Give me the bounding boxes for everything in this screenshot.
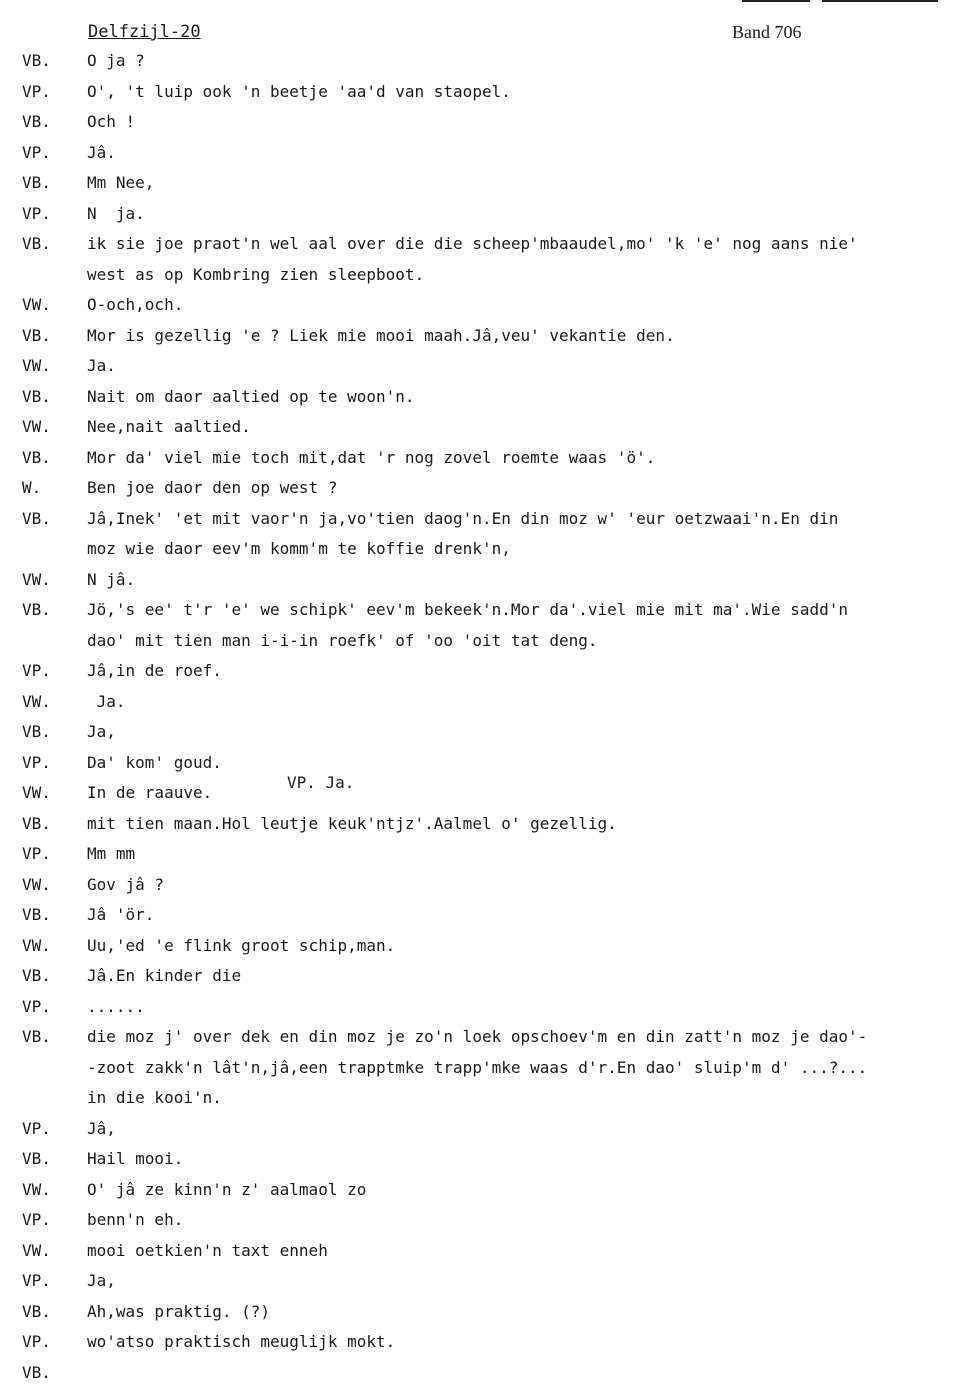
transcript <box>0 46 973 1388</box>
speaker-label: VP. <box>22 203 51 223</box>
transcript-row <box>0 565 973 596</box>
transcript-row <box>0 717 973 748</box>
utterance-line: Ja, <box>87 1271 116 1290</box>
utterance-line: Gov jâ ? <box>87 874 165 894</box>
utterance-line: moz wie daor eev'm komm'm te koffie drenk'n, <box>87 539 511 558</box>
transcript-row <box>0 687 973 718</box>
utterance-line: Mor is gezellig 'e ? Liek mie mooi maah.Jâ,veu' vekantie den. <box>87 325 675 345</box>
speaker-label: VP. <box>22 844 51 863</box>
transcript-row <box>0 1175 973 1206</box>
speaker-label: VB. <box>22 386 51 406</box>
utterance-line: Hail mooi. <box>87 1149 184 1168</box>
utterance-line: O ja ? <box>87 51 145 70</box>
transcript-row <box>0 504 973 565</box>
transcript-row <box>0 1327 973 1358</box>
speaker-label: VB. <box>22 447 51 467</box>
transcript-row <box>0 870 973 901</box>
transcript-row <box>0 900 973 931</box>
utterance-line: O-och,och. <box>87 295 184 314</box>
utterance-line: O', 't luip ook 'n beetje 'aa'd van staopel. <box>87 81 511 101</box>
speaker-label: VW. <box>22 569 51 589</box>
utterance-line: Ah,was praktig. (?) <box>87 1301 271 1321</box>
speaker-label: VW. <box>22 295 51 314</box>
utterance-line: Jâ, <box>87 1118 116 1138</box>
speaker-label: VB. <box>22 1149 51 1168</box>
utterance-line: Uu,'ed 'e flink groot schip,man. <box>87 935 396 955</box>
utterance-line: -zoot zakk'n lât'n,jâ,een trapptmke trapp'mke waas d'r.En dao' sluip'm d' ...?... <box>87 1057 868 1077</box>
utterance-line: Ja. <box>87 356 116 375</box>
utterance-line <box>87 1358 947 1389</box>
transcript-row <box>0 961 973 992</box>
utterance-line: ik sie joe praot'n wel aal over die die scheep'mbaaudel,mo' 'k 'e' nog aans nie' <box>87 234 858 253</box>
utterance-line: benn'n eh. <box>87 1210 184 1229</box>
transcript-row <box>0 1205 973 1236</box>
utterance-line: In de raauve. <box>87 783 213 802</box>
utterance-line: O' jâ ze kinn'n z' aalmaol zo <box>87 1179 367 1199</box>
speaker-label: VB. <box>22 600 51 619</box>
speaker-label: VB. <box>22 51 51 70</box>
transcript-row <box>0 1358 973 1389</box>
band-number: Band 706 <box>732 22 802 42</box>
transcript-row <box>0 656 973 687</box>
utterance-line: Mm Nee, <box>87 173 155 192</box>
speaker-label: VB. <box>22 1362 51 1382</box>
aside-interjection: VP. Ja. <box>287 773 355 792</box>
utterance-line: Jâ 'ör. <box>87 905 155 924</box>
utterance-line: mit tien maan.Hol leutje keuk'ntjz'.Aalmel o' gezellig. <box>87 813 617 833</box>
utterance-line: Mor da' viel mie toch mit,dat 'r nog zovel roemte waas 'ö'. <box>87 447 656 467</box>
transcript-row <box>0 1144 973 1175</box>
speaker-label: VB. <box>22 1301 51 1321</box>
transcript-row <box>0 1266 973 1297</box>
transcript-row <box>0 46 973 77</box>
speaker-label: VB. <box>22 112 51 131</box>
utterance-line: Och ! <box>87 112 136 131</box>
utterance-line: wo'atso praktisch meuglijk mokt. <box>87 1332 396 1351</box>
speaker-label: VW. <box>22 783 51 802</box>
transcript-row <box>0 138 973 169</box>
transcript-row <box>0 321 973 352</box>
transcript-row <box>0 1236 973 1267</box>
speaker-label: VB. <box>22 966 51 985</box>
transcript-row <box>0 473 973 504</box>
speaker-label: VB. <box>22 325 51 345</box>
transcript-row <box>0 748 973 779</box>
speaker-label: VB. <box>22 905 51 924</box>
utterance-line: Ja. <box>87 691 126 711</box>
utterance-line: in die kooi'n. <box>87 1088 222 1107</box>
transcript-row <box>0 1022 973 1114</box>
transcript-row <box>0 168 973 199</box>
speaker-label: VB. <box>22 813 51 833</box>
speaker-label: VW. <box>22 691 51 711</box>
transcript-row <box>0 382 973 413</box>
transcript-row <box>0 229 973 290</box>
document-title: Delfzijl-20 <box>88 22 201 42</box>
transcript-row <box>0 443 973 474</box>
speaker-label: VB. <box>22 1027 51 1046</box>
speaker-label: VP. <box>22 661 51 680</box>
speaker-label: VW. <box>22 935 51 955</box>
speaker-label: VW. <box>22 356 51 375</box>
utterance-line: west as op Kombring zien sleepboot. <box>87 264 425 284</box>
speaker-label: VP. <box>22 1118 51 1138</box>
top-rule-left <box>742 0 810 2</box>
transcript-row <box>0 1297 973 1328</box>
utterance-line: Nait om daor aaltied op te woon'n. <box>87 386 415 406</box>
utterance-line: Da' kom' goud. <box>87 752 222 772</box>
transcript-row <box>0 412 973 443</box>
speaker-label: VP. <box>22 142 51 162</box>
utterance-line: dao' mit tien man i-i-in roefk' of 'oo 'oit tat deng. <box>87 630 598 650</box>
transcript-row <box>0 107 973 138</box>
speaker-label: VB. <box>22 234 51 253</box>
speaker-label: VP. <box>22 1332 51 1351</box>
transcript-row <box>0 839 973 870</box>
transcript-row <box>0 595 973 656</box>
speaker-label: VB. <box>22 508 51 528</box>
speaker-label: VW. <box>22 1240 51 1260</box>
speaker-label: VP. <box>22 752 51 772</box>
top-rule-right <box>822 0 938 2</box>
utterance-line: mooi oetkien'n taxt enneh <box>87 1240 328 1260</box>
speaker-label: VP. <box>22 81 51 101</box>
utterance-line: Ja, <box>87 722 116 741</box>
transcript-row <box>0 77 973 108</box>
transcript-row <box>0 1114 973 1145</box>
transcript-row <box>0 931 973 962</box>
transcript-row <box>0 290 973 321</box>
speaker-label: VP. <box>22 1271 51 1290</box>
utterance-line: die moz j' over dek en din moz je zo'n loek opschoev'm en din zatt'n moz je dao'- <box>87 1027 868 1046</box>
speaker-label: VW. <box>22 417 51 436</box>
transcript-row <box>0 351 973 382</box>
transcript-row <box>0 809 973 840</box>
speaker-label: VP. <box>22 996 51 1016</box>
speaker-label: VW. <box>22 1179 51 1199</box>
utterance-line: Jö,'s ee' t'r 'e' we schipk' eev'm bekeek'n.Mor da'.viel mie mit ma'.Wie sadd'n <box>87 600 848 619</box>
utterance-line: Jâ. <box>87 142 116 162</box>
utterance-line: Jâ,Inek' 'et mit vaor'n ja,vo'tien daog'n.En din moz w' 'eur oetzwaai'n.En din <box>87 508 839 528</box>
utterance-line: N ja. <box>87 203 145 223</box>
transcript-row <box>0 199 973 230</box>
speaker-label: W. <box>22 478 42 497</box>
utterance-line: Jâ.En kinder die <box>87 966 242 985</box>
transcript-row <box>0 773 973 809</box>
utterance-line: Jâ,in de roef. <box>87 661 222 680</box>
speaker-label: VB. <box>22 722 51 741</box>
speaker-label: VP. <box>22 1210 51 1229</box>
utterance-line: ...... <box>87 996 145 1016</box>
utterance-line: Ben joe daor den op west ? <box>87 478 338 497</box>
utterance-line: N jâ. <box>87 569 136 589</box>
utterance-line: Mm mm <box>87 844 136 863</box>
speaker-label: VB. <box>22 173 51 192</box>
speaker-label: VW. <box>22 874 51 894</box>
transcript-row <box>0 992 973 1023</box>
utterance-line: Nee,nait aaltied. <box>87 417 251 436</box>
